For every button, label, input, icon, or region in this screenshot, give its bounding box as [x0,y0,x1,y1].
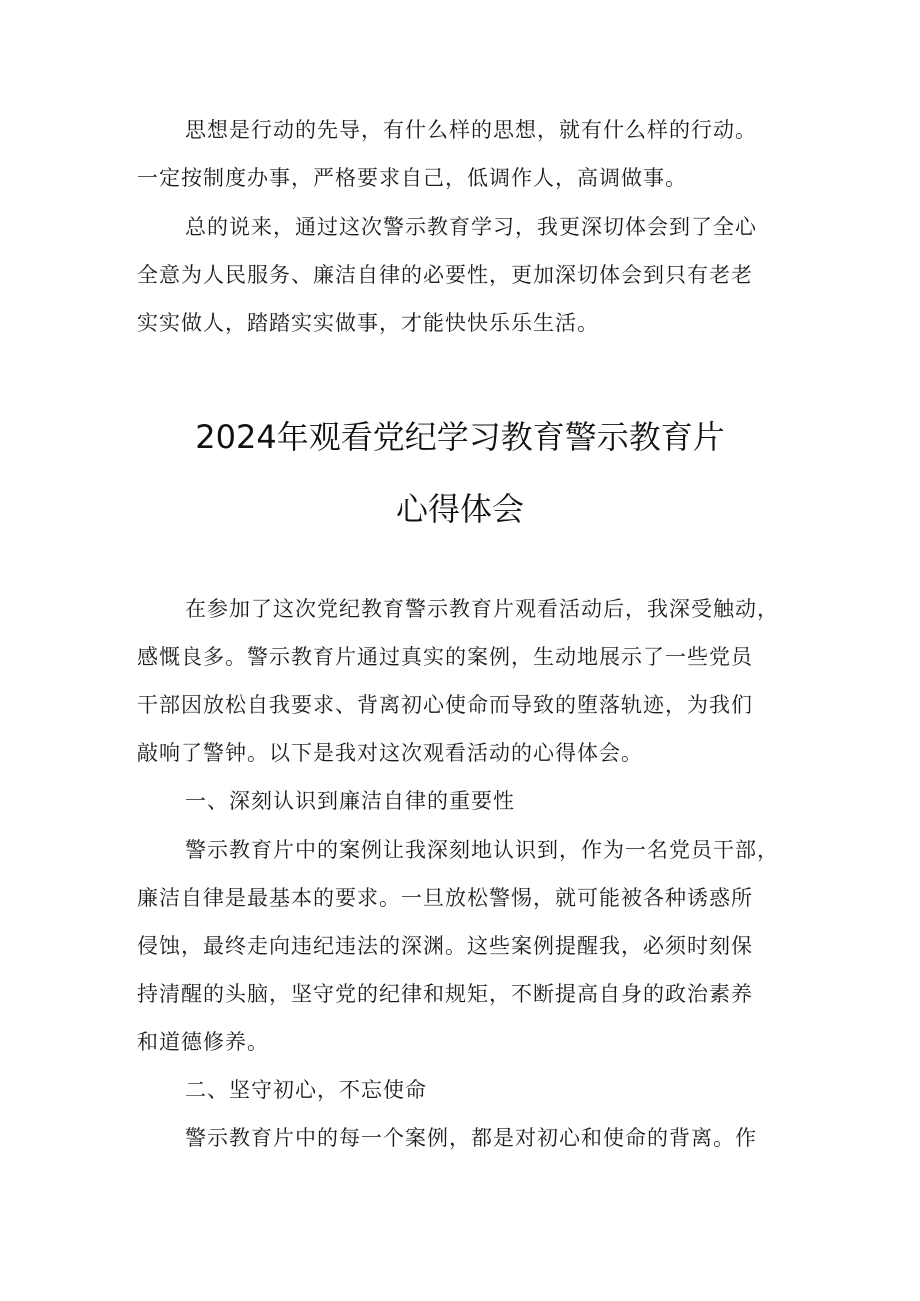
section-heading-2 [137,1066,797,1114]
text-line: 一定按制度办事，严格要求自己，低调作人，高调做事。 [137,166,687,190]
section-heading-1 [137,777,797,825]
text-line: 侵蚀，最终走向违纪违法的深渊。这些案例提醒我，必须时刻保 [137,934,753,958]
heading-text: 二、坚守初心，不忘使命 [185,1078,427,1102]
text-line: 廉洁自律是最基本的要求。一旦放松警惕，就可能被各种诱惑所 [137,886,753,910]
text-line: 思想是行动的先导，有什么样的思想，就有什么样的行动。 [185,118,757,142]
intro-paragraph [137,585,797,777]
article-title-line-1: 2024年观看党纪学习教育警示教育片 [195,418,725,456]
text-line: 干部因放松自我要求、背离初心使命而导致的堕落轨迹，为我们 [137,693,753,717]
heading-text: 一、深刻认识到廉洁自律的重要性 [185,789,515,813]
section-1-paragraph [137,826,797,1066]
text-line: 持清醒的头脑，坚守党的纪律和规矩，不断提高自身的政治素养 [137,982,753,1006]
text-line: 实实做人，踏踏实实做事，才能快快乐乐生活。 [137,311,599,335]
text-line: 在参加了这次党纪教育警示教育片观看活动后，我深受触动， [185,597,779,621]
section-2-paragraph [137,1114,797,1162]
article-title-line-2: 心得体会 [395,490,524,528]
text-line: 总的说来，通过这次警示教育学习，我更深切体会到了全心 [185,215,757,239]
text-line: 警示教育片中的每一个案例，都是对初心和使命的背离。作 [185,1126,757,1150]
top-paragraph-2 [137,203,797,347]
text-line: 敲响了警钟。以下是我对这次观看活动的心得体会。 [137,741,643,765]
text-line: 和道德修养。 [137,1030,269,1054]
text-line: 感慨良多。警示教育片通过真实的案例，生动地展示了一些党员 [137,645,753,669]
text-line: 警示教育片中的案例让我深刻地认识到，作为一名党员干部， [185,838,779,862]
top-paragraph-1 [137,106,797,202]
text-line: 全意为人民服务、廉洁自律的必要性，更加深切体会到只有老老 [137,263,753,287]
